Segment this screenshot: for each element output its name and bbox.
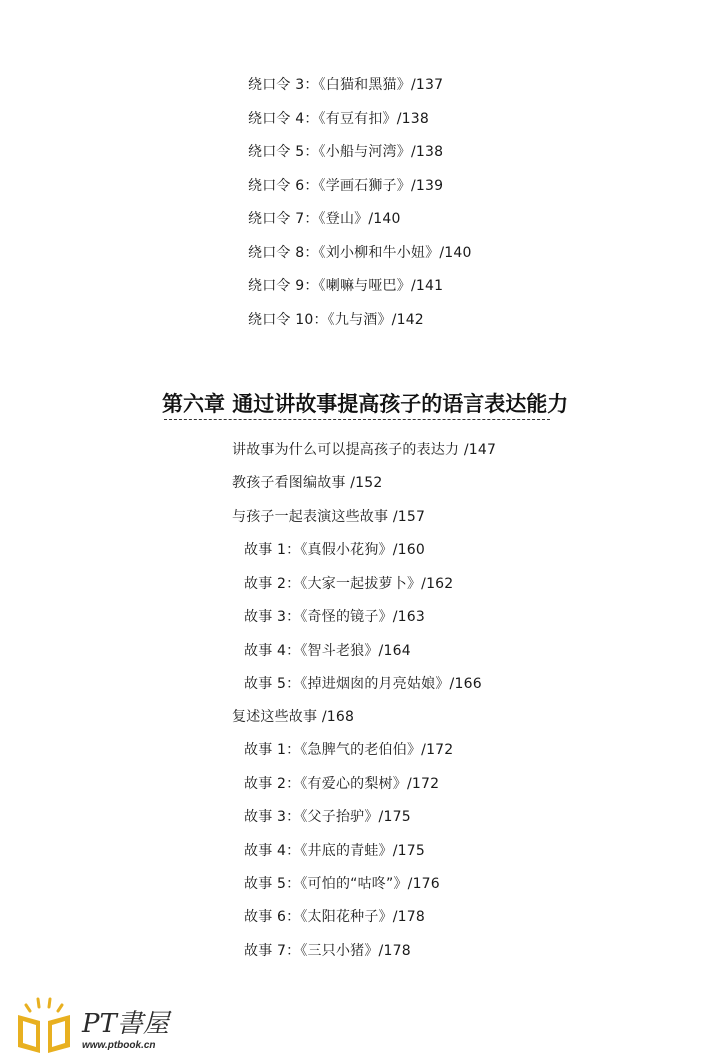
toc-entry-tongue-twister-9: 绕口令 9：《喇嘛与哑巴》/141 [248, 278, 444, 294]
watermark-url: www.ptbook.cn [82, 1040, 156, 1051]
toc-entry-retell-story-3: 故事 3：《父子抬驴》/175 [244, 809, 411, 825]
toc-entry-tongue-twister-5: 绕口令 5：《小船与河湾》/138 [248, 144, 444, 160]
toc-entry-tongue-twister-6: 绕口令 6：《学画石狮子》/139 [248, 178, 444, 194]
toc-entry-tongue-twister-10: 绕口令 10：《九与酒》/142 [248, 312, 424, 328]
toc-entry-perform-story-2: 故事 2：《大家一起拔萝卜》/162 [244, 576, 454, 592]
toc-entry-tongue-twister-4: 绕口令 4：《有豆有扣》/138 [248, 111, 429, 127]
toc-entry-tongue-twister-7: 绕口令 7：《登山》/140 [248, 211, 401, 227]
toc-entry-retell-story-2: 故事 2：《有爱心的梨树》/172 [244, 776, 440, 792]
toc-section-perform-stories: 与孩子一起表演这些故事 /157 [232, 509, 426, 525]
toc-entry-retell-story-7: 故事 7：《三只小猪》/178 [244, 943, 411, 959]
toc-entry-perform-story-5: 故事 5：《掉进烟囱的月亮姑娘》/166 [244, 676, 482, 692]
watermark-name: PT書屋 [82, 1009, 169, 1039]
toc-section-retell-stories: 复述这些故事 /168 [232, 709, 355, 725]
toc-entry-perform-story-1: 故事 1：《真假小花狗》/160 [244, 542, 425, 558]
toc-entry-retell-story-6: 故事 6：《太阳花种子》/178 [244, 909, 425, 925]
chapter-title: 第六章 通过讲故事提高孩子的语言表达能力 [162, 392, 569, 416]
toc-section-why-storytelling: 讲故事为什么可以提高孩子的表达力 /147 [232, 442, 497, 458]
toc-entry-perform-story-3: 故事 3：《奇怪的镜子》/163 [244, 609, 425, 625]
toc-entry-tongue-twister-3: 绕口令 3：《白猫和黑猫》/137 [248, 77, 444, 93]
chapter-underline [164, 419, 550, 420]
toc-entry-retell-story-1: 故事 1：《急脾气的老伯伯》/172 [244, 742, 454, 758]
toc-entry-retell-story-4: 故事 4：《井底的青蛙》/175 [244, 843, 425, 859]
toc-entry-retell-story-5: 故事 5：《可怕的“咕咚”》/176 [244, 876, 440, 892]
toc-entry-tongue-twister-8: 绕口令 8：《刘小柳和牛小妞》/140 [248, 245, 472, 261]
toc-entry-perform-story-4: 故事 4：《智斗老狼》/164 [244, 643, 411, 659]
toc-section-picture-stories: 教孩子看图编故事 /152 [232, 475, 383, 491]
